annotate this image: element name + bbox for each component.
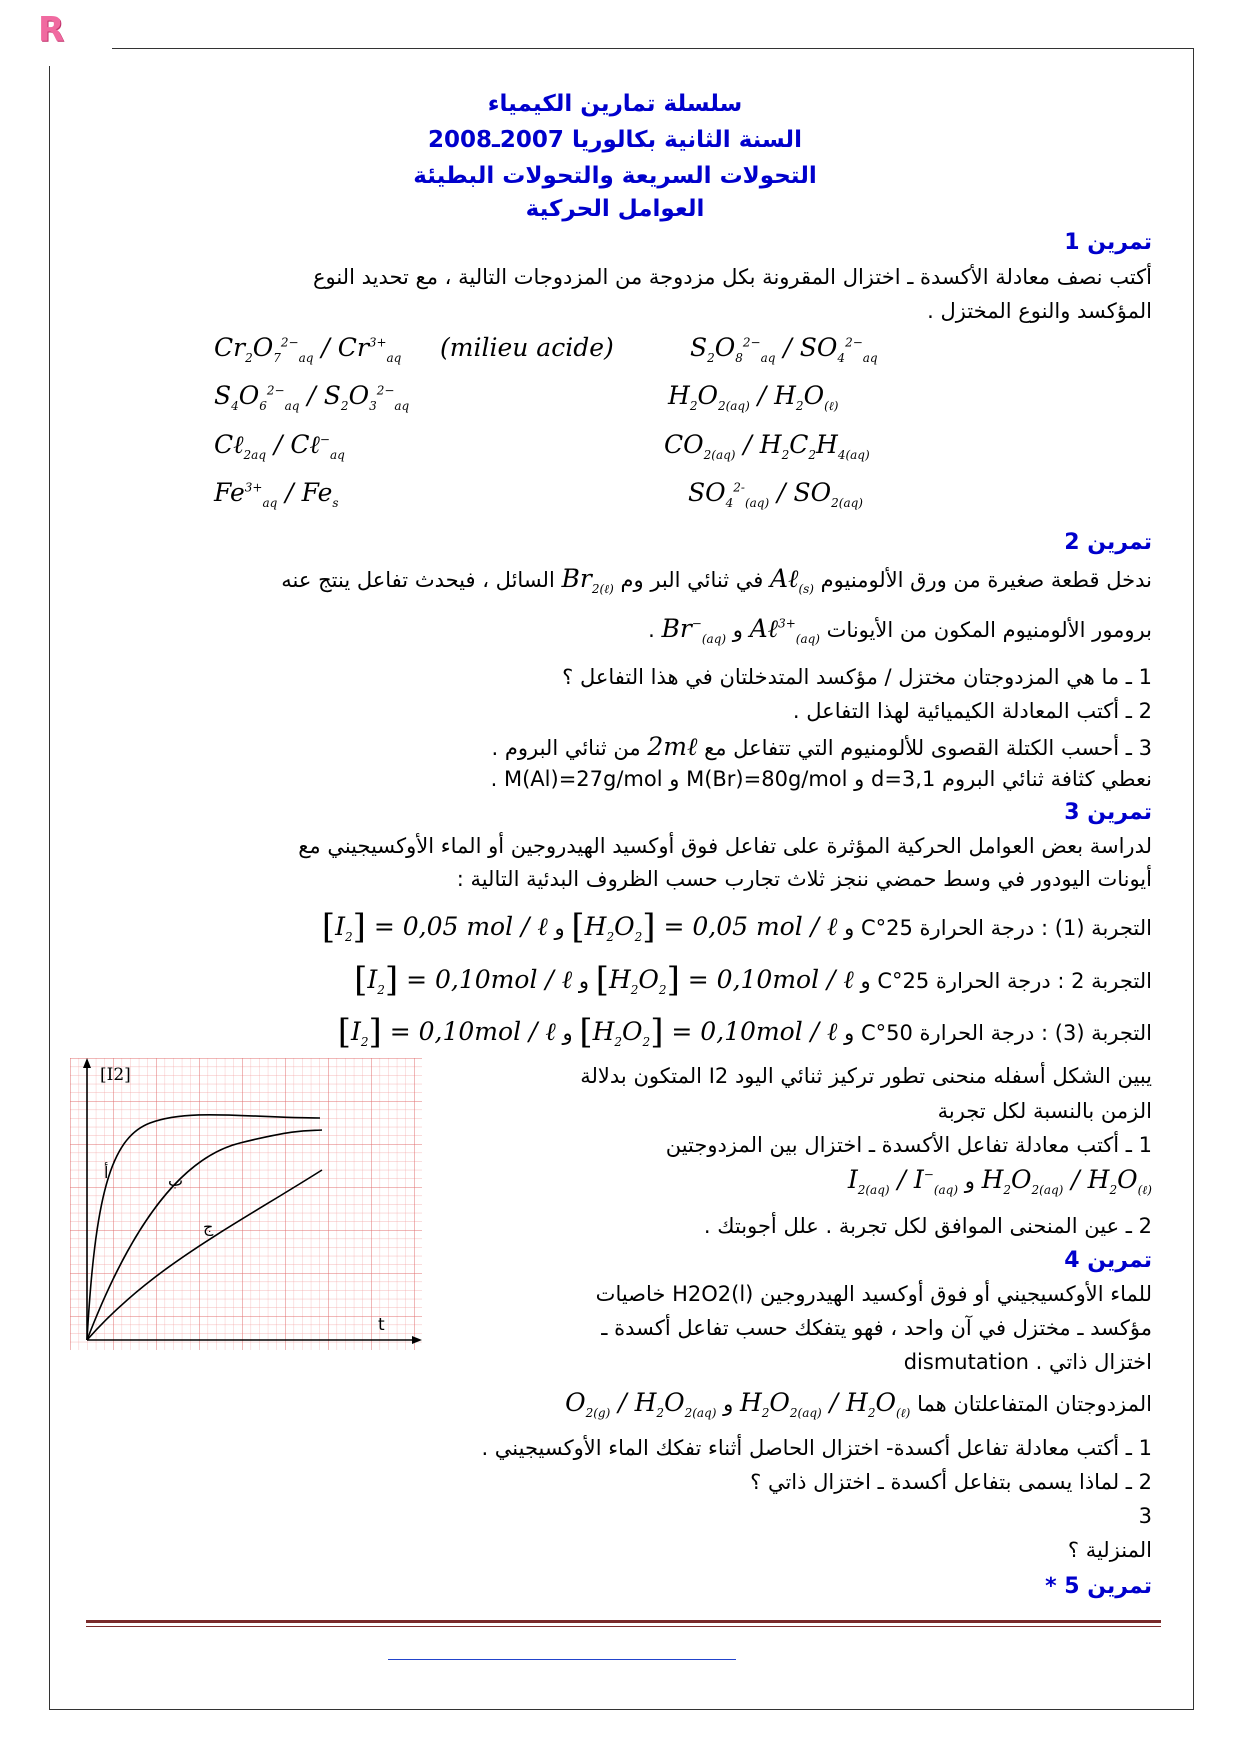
exp3-label: التجربة (3) : درجة الحرارة 50°C و [844, 1021, 1152, 1045]
iodine-concentration-graph [70, 1058, 422, 1350]
exp1-h2o2: $[H_2O_2] = 0,05$ mol / ℓ [571, 907, 838, 947]
exp1-h2o2-value: = 0,05 mol / ℓ [663, 912, 838, 941]
ex2-given-data: نعطي كثافة ثنائي البروم d=3,1 و M(Br)=80g/mol و M(Al)=27g/mol . [490, 767, 1152, 791]
aluminium-solid: Aℓ$_{(s)}$ [769, 564, 814, 596]
exp1-iodine-value: = 0,05 mol / ℓ [373, 912, 548, 941]
curve-b-label: ب [168, 1171, 184, 1190]
ex2-question-3 [492, 732, 1153, 762]
footer-rule-thin [86, 1626, 1161, 1627]
exp1-and: و [554, 916, 565, 940]
ex2-line1-a: ندخل قطعة صغيرة من ورق الألومنيوم [820, 568, 1152, 592]
ex2-line-2 [648, 614, 1152, 646]
ex3-couples-line [848, 1165, 1152, 1198]
logo-letter: R [38, 10, 65, 50]
exp3-h2o2-value: = 0,10mol / ℓ [671, 1017, 838, 1046]
couple-h2o2-h2o-ex4: $H_2O_{2(aq)} / H_2O_{(\ell)}$ [739, 1388, 911, 1420]
milieu-acide: (milieu acide) [440, 333, 614, 362]
exp2-and: و [578, 969, 590, 993]
exp2-h2o2-value: = 0,10mol / ℓ [687, 965, 854, 994]
exp3-iodine: $[I_2] = 0,10mol$ / ℓ [337, 1012, 556, 1052]
ex2-and: و [732, 618, 743, 642]
ex3-and: و [964, 1169, 975, 1193]
ex4-heading: تمرين 4 [1064, 1248, 1152, 1273]
title-topic: التحولات السريعة والتحولات البطيئة [413, 163, 817, 189]
aluminium-ion: Aℓ$^{3+}_{(aq)}$ [749, 614, 820, 646]
title-subtopic: العوامل الحركية [525, 196, 705, 222]
ex4-couples-line [565, 1388, 1152, 1421]
exp3-and: و [562, 1021, 573, 1045]
ex2-line2-end: . [648, 618, 655, 642]
couple-sulfate: $SO_4^{2-}_{(aq)} / SO_{2(aq)}$ [688, 478, 863, 510]
ex3-heading: تمرين 3 [1064, 800, 1152, 825]
couple-h2o2-h2o: $H_2O_{2(aq)} / H_2O_{(\ell)}$ [668, 381, 839, 413]
couple-chlorine: Cℓ$_{2aq}$ / Cℓ−$_{aq}$ [214, 430, 345, 462]
exp2-iodine-value: = 0,10mol / ℓ [406, 965, 573, 994]
frame-top-border [112, 48, 1194, 49]
title-year: السنة الثانية بكالوريا 2007ـ2008 [428, 127, 802, 153]
volume-2ml: 2mℓ [647, 732, 698, 761]
ex2-question-2: 2 ـ أكتب المعادلة الكيميائية لهذا التفاعل . [792, 699, 1152, 723]
ex1-text-2: المؤكسد والنوع المختزل . [927, 299, 1152, 323]
exp3-iodine-value: = 0,10mol / ℓ [389, 1017, 556, 1046]
exp2-iodine: $[I_2] = 0,10mol$ / ℓ [354, 960, 573, 1000]
frame-right-border [1193, 48, 1194, 1710]
curve-c-label: ج [203, 1217, 214, 1236]
ex2-line-1 [281, 564, 1152, 597]
ex2-question-1: 1 ـ ما هي المزدوجتان مختزل / مؤكسد المتدخلتان في هذا التفاعل ؟ [562, 665, 1152, 689]
ex4-text-2: مؤكسد ـ مختزل في آن واحد ، فهو يتفكك حسب تفاعل أكسدة ـ [601, 1316, 1152, 1340]
exp1-iodine: $[I_2] = 0,05$ mol / ℓ [321, 907, 548, 947]
graph-y-label: [I2] [100, 1065, 131, 1085]
bromide-ion: $Br^-_{(aq)}$ [661, 614, 727, 646]
ex3-experiment-3 [338, 1012, 1152, 1052]
exp1-label: التجربة (1) : درجة الحرارة 25°C و [844, 916, 1152, 940]
ex2-line1-b: في ثنائي البر وم [620, 568, 764, 592]
frame-bottom-border [49, 1709, 1194, 1710]
exp2-h2o2: $[H_2O_2] = 0,10mol$ / ℓ [595, 960, 854, 1000]
ex3-question-1: 1 ـ أكتب معادلة تفاعل الأكسدة ـ اختزال بين المزدوجتين [665, 1133, 1152, 1157]
ex1-heading: تمرين 1 [1064, 230, 1152, 255]
curve-a-label: أ [104, 1163, 109, 1182]
ex2-line1-c: السائل ، فيحدث تفاعل ينتج عنه [281, 568, 555, 592]
exp3-h2o2: $[H_2O_2] = 0,10mol$ / ℓ [579, 1012, 838, 1052]
ex2-q3-a: 3 ـ أحسب الكتلة القصوى للألومنيوم التي تتفاعل مع [704, 736, 1152, 760]
exp2-label: التجربة 2 : درجة الحرارة 25°C و [860, 969, 1152, 993]
ex2-heading: تمرين 2 [1064, 530, 1152, 555]
bromine-liquid: $Br_{2(\ell)}$ [561, 564, 614, 596]
graph-grid [70, 1058, 422, 1350]
ex4-question-3-cont: المنزلية ؟ [1067, 1538, 1152, 1562]
ex3-text-1: لدراسة بعض العوامل الحركية المؤثرة على تفاعل فوق أوكسيد الهيدروجين أو الماء الأوكسيجيني مع [298, 834, 1152, 858]
footer-link-line [388, 1659, 736, 1660]
couple-tetrathionate: $S_4O_6^{2-}_{aq} / S_2O_3^{2-}_{aq}$ [214, 381, 410, 413]
ex4-question-2: 2 ـ لماذا يسمى بتفاعل أكسدة ـ اختزال ذاتي ؟ [750, 1470, 1152, 1494]
frame-left-border [49, 66, 50, 1710]
ex3-experiment-1 [322, 907, 1152, 947]
ex3-graph-text-2: الزمن بالنسبة لكل تجربة [937, 1099, 1152, 1123]
ex2-line2-a: برومور الألومنيوم المكون من الأيونات [826, 618, 1152, 642]
ex2-q3-b: من ثنائي البروم . [491, 736, 641, 760]
couple-dichromate: $Cr_2O_7^{2-}_{aq} / Cr^{3+}_{aq}$ [214, 333, 402, 365]
couple-co2: $CO_{2(aq)} / H_2C_2H_{4(aq)}$ [664, 430, 870, 462]
ex3-text-2: أيونات اليودور في وسط حمضي ننجز ثلاث تجارب حسب الظروف البدئية التالية : [456, 867, 1152, 891]
couple-persulfate: $S_2O_8^{2-}_{aq} / SO_4^{2-}_{aq}$ [690, 333, 878, 365]
ex4-question-1: 1 ـ أكتب معادلة تفاعل أكسدة- اختزال الحاصل أثناء تفكك الماء الأوكسيجيني . [481, 1436, 1152, 1460]
graph-x-label: t [378, 1315, 385, 1335]
ex3-question-2: 2 ـ عين المنحنى الموافق لكل تجربة . علل أجوبتك . [703, 1214, 1152, 1238]
ex4-couples-label: المزدوجتان المتفاعلتان هما [917, 1392, 1152, 1416]
ex4-question-3: 3 [1138, 1504, 1152, 1528]
footer-rule-thick [86, 1620, 1161, 1623]
couple-i2-iodide: $I_{2(aq)} / I^-_{(aq)}$ [847, 1165, 959, 1197]
couple-h2o2-h2o-ex3: $H_2O_{2(aq)} / H_2O_{(\ell)}$ [981, 1165, 1152, 1197]
ex3-graph-text-1: يبين الشكل أسفله منحنى تطور تركيز ثنائي اليود I2 المتكون بدلالة [580, 1064, 1152, 1088]
ex4-and: و [723, 1392, 734, 1416]
ex4-text-1: للماء الأوكسيجيني أو فوق أوكسيد الهيدروجين H2O2(l) خاصيات [595, 1282, 1152, 1306]
title-series: سلسلة تمارين الكيمياء [487, 91, 743, 117]
couple-iron: $Fe^{3+}_{aq} / Fe_s$ [214, 478, 339, 510]
ex4-text-3: اختزال ذاتي . dismutation [903, 1350, 1152, 1374]
ex3-experiment-2 [354, 960, 1152, 1000]
couple-o2-h2o2: $O_{2(g)} / H_2O_{2(aq)}$ [565, 1388, 717, 1420]
ex1-text-1: أكتب نصف معادلة الأكسدة ـ اختزال المقرونة بكل مزدوجة من المزدوجات التالية ، مع تحديد النوع [312, 265, 1152, 289]
ex5-heading: تمرين 5 * [1045, 1574, 1152, 1599]
